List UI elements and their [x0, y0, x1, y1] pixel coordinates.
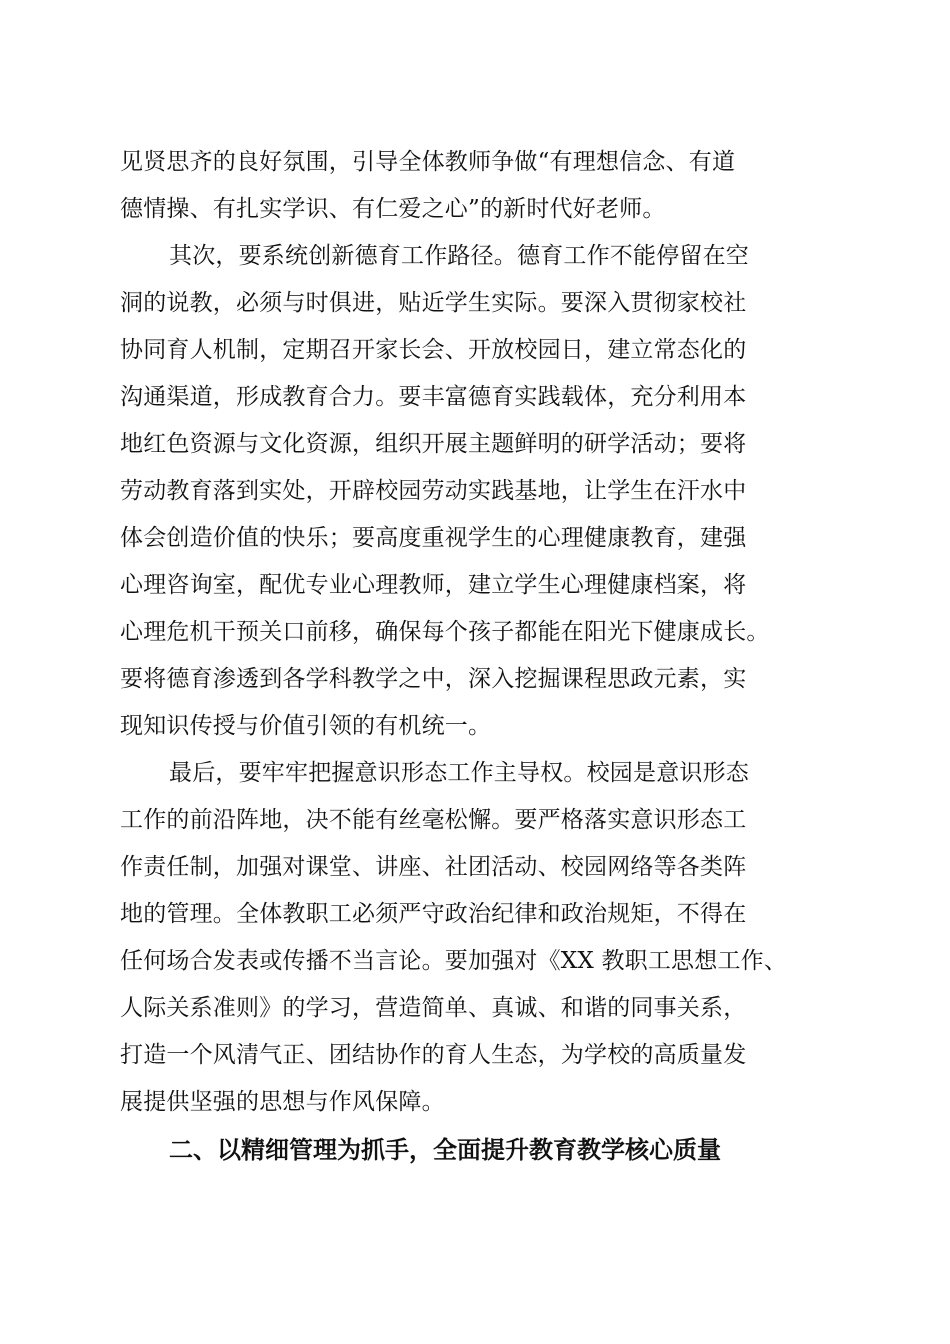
- paragraph-line: 体会创造价值的快乐；要高度重视学生的心理健康教育，建强: [120, 525, 747, 551]
- paragraph-line: 劳动教育落到实处，开辟校园劳动实践基地，让学生在汗水中: [120, 478, 747, 504]
- paragraph-line: 协同育人机制，定期召开家长会、开放校园日，建立常态化的: [120, 337, 747, 363]
- paragraph-line: 展提供坚强的思想与作风保障。: [120, 1089, 445, 1115]
- paragraph-line: 人际关系准则》的学习，营造简单、真诚、和谐的同事关系，: [120, 995, 747, 1021]
- paragraph-line: 工作的前沿阵地，决不能有丝毫松懈。要严格落实意识形态工: [120, 807, 747, 833]
- paragraph-line: 心理危机干预关口前移，确保每个孩子都能在阳光下健康成长。: [120, 619, 770, 645]
- paragraph-line: 任何场合发表或传播不当言论。要加强对《XX 教职工思想工作、: [120, 948, 788, 974]
- paragraph-line: 要将德育渗透到各学科教学之中，深入挖掘课程思政元素，实: [120, 666, 747, 692]
- paragraph-line: 心理咨询室，配优专业心理教师，建立学生心理健康档案，将: [120, 572, 747, 598]
- section-heading: 二、以精细管理为抓手，全面提升教育教学核心质量: [169, 1136, 721, 1164]
- paragraph-line: 见贤思齐的良好氛围，引导全体教师争做“有理想信念、有道: [120, 149, 736, 175]
- paragraph-line: 地的管理。全体教职工必须严守政治纪律和政治规矩，不得在: [120, 901, 747, 927]
- paragraph-line: 其次，要系统创新德育工作路径。德育工作不能停留在空: [169, 243, 749, 269]
- paragraph-line: 现知识传授与价值引领的有机统一。: [120, 713, 492, 739]
- paragraph-line: 打造一个风清气正、团结协作的育人生态，为学校的高质量发: [120, 1042, 747, 1068]
- paragraph-line: 德情操、有扎实学识、有仁爱之心”的新时代好老师。: [120, 196, 666, 222]
- paragraph-line: 洞的说教，必须与时俱进，贴近学生实际。要深入贯彻家校社: [120, 290, 747, 316]
- paragraph-line: 作责任制，加强对课堂、讲座、社团活动、校园网络等各类阵: [120, 854, 747, 880]
- paragraph-line: 地红色资源与文化资源，组织开展主题鲜明的研学活动；要将: [120, 431, 747, 457]
- paragraph-line: 最后，要牢牢把握意识形态工作主导权。校园是意识形态: [169, 760, 749, 786]
- paragraph-line: 沟通渠道，形成教育合力。要丰富德育实践载体，充分利用本: [120, 384, 747, 410]
